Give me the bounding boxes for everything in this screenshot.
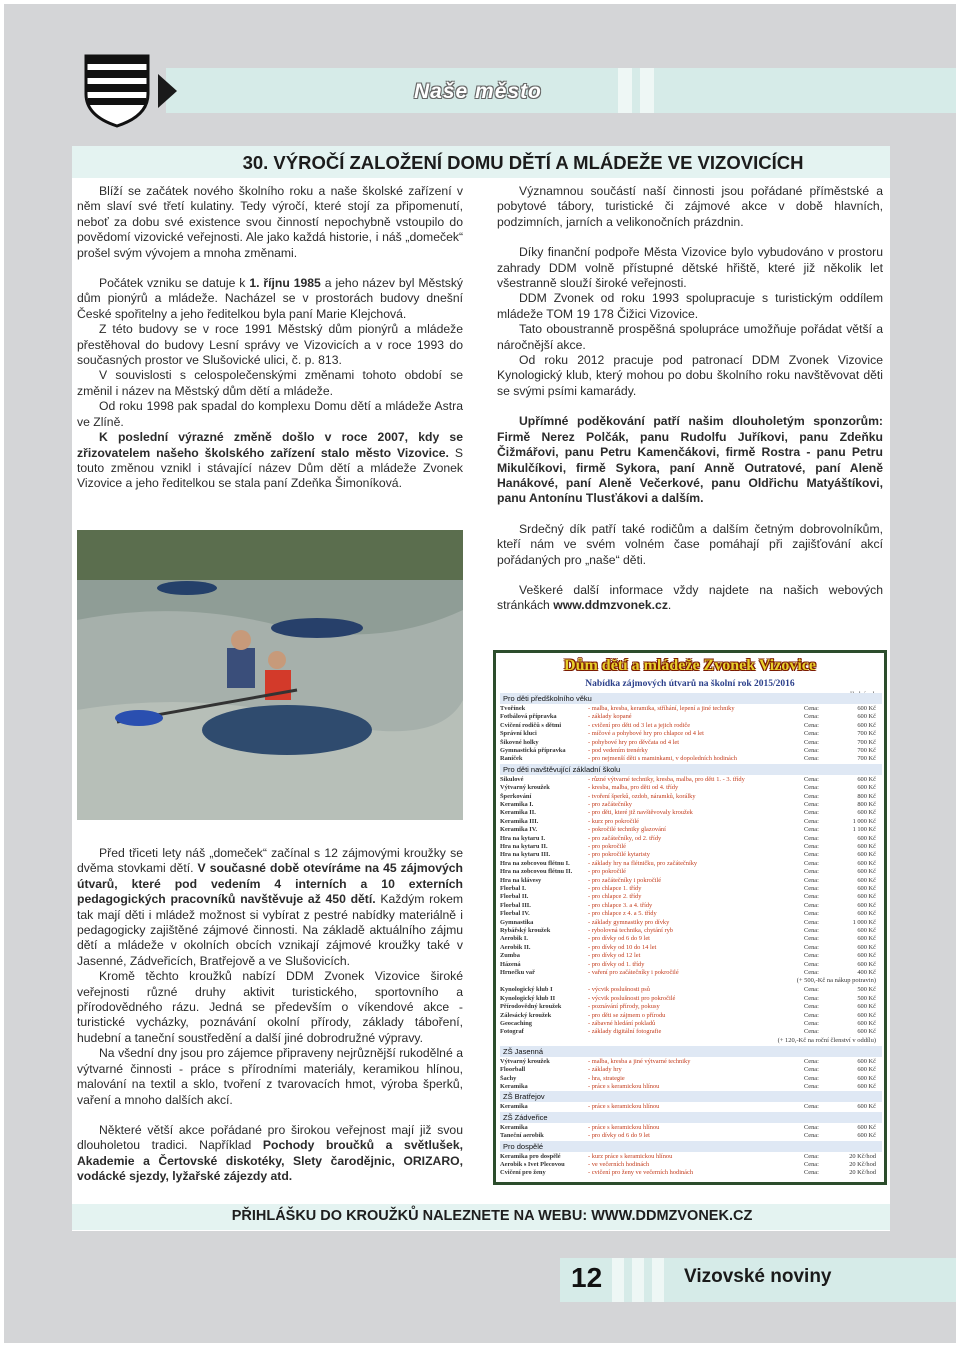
- flyer-cell: 1 100 Kč: [852, 826, 876, 834]
- flyer-cell: - pro chlapce 1. třídy: [588, 885, 642, 892]
- flyer-section-header: Pro dospělé: [500, 1141, 882, 1152]
- flyer-cell: - základy gymnastiky pro dívky: [588, 918, 670, 926]
- flyer-row: [500, 784, 882, 792]
- flyer-cell: - cvičení pro děti od 3 let a jejich rodiče: [588, 721, 691, 729]
- flyer-cell: Cena:: [804, 927, 819, 934]
- flyer-cell: Cena:: [804, 1152, 819, 1160]
- flyer-row: [500, 730, 882, 738]
- flyer-cell: Cena:: [804, 943, 819, 951]
- paragraph: Z této budovy se v roce 1991 Městský dům pionýrů a mládeže přestěhoval do budovy Lesní správy ve Vizovicích a v roce 1993 do současných prostor ve Slušovické ulici, č. p. 813.: [77, 322, 463, 368]
- flyer-note: (+ 120,-Kč na roční členství v oddílu): [777, 1036, 876, 1044]
- flyer-cell: Hra na klávesy: [500, 876, 542, 884]
- flyer-cell: 600 Kč: [857, 1011, 876, 1019]
- flyer-section-header: Pro děti předškolního věku: [500, 693, 882, 704]
- flyer-cell: 600 Kč: [857, 960, 876, 968]
- flyer-cell: 600 Kč: [857, 809, 876, 817]
- footer-banner: PŘIHLÁŠKU DO KROUŽKŮ NALEZNETE NA WEBU: WWW.DDMZVONEK.CZ: [231, 1208, 753, 1224]
- flyer-cell: Florbal III.: [500, 901, 531, 909]
- flyer-cell: Florbal IV.: [500, 910, 530, 918]
- flyer-cell: Gymnastika: [500, 918, 534, 926]
- flyer-cell: 600 Kč: [857, 721, 876, 729]
- flyer-row: [500, 935, 882, 943]
- flyer-row: [500, 851, 882, 859]
- flyer-cell: - hra, strategie: [588, 1074, 625, 1082]
- flyer-row: [500, 986, 882, 994]
- flyer-cell: Keramika IV.: [500, 826, 538, 834]
- flyer-cell: Cena:: [804, 1103, 819, 1111]
- flyer-cell: - pro začátečníky, od 2. třídy: [588, 834, 662, 842]
- flyer-cell: - malba, kresba, keramika, stříhání, lepení a jiné techniky: [588, 705, 735, 712]
- flyer-cell: 20 Kč/hod: [849, 1152, 876, 1160]
- flyer-row: [500, 1103, 882, 1111]
- flyer-cell: 600 Kč: [857, 952, 876, 960]
- flyer-cell: Cena:: [804, 775, 819, 783]
- flyer-cell: Hra na kytaru II.: [500, 843, 548, 850]
- flyer-cell: Aerobik s Ivet Plecovou: [500, 1161, 565, 1168]
- paragraph: Před třiceti lety náš „domeček“ začínal s 12 zájmovými kroužky se dvěma stovkami dětí. V současné době otevíráme na 45 zájmových útvarů, které pod vedením 4 interních a 10 externích pedagogických pracovníků navštěvuje až 450 dětí. Každým rokem tak mají děti i mládež možnost si vybírat z pestré nabídky materiálně i pedagogicky zajištěné zájmové činnosti. Na základě aktuálního zájmu dětí a mládeže v okolních obcích vznikají zájmové kroužky také v Jasenné, Zádveřicích, Bratřejově a ve Slušovicích.: [77, 846, 463, 968]
- flyer-cell: 600 Kč: [857, 713, 876, 721]
- flyer-cell: Cena:: [804, 1083, 819, 1090]
- flyer-row: [500, 1058, 882, 1066]
- flyer-cell: Cena:: [804, 901, 819, 909]
- flyer-cell: Cena:: [804, 952, 819, 960]
- header-band: [166, 68, 956, 113]
- flyer-row: [500, 1066, 882, 1074]
- flyer-cell: 600 Kč: [857, 1132, 876, 1140]
- flyer-cell: - základy hry: [588, 1066, 622, 1074]
- paragraph: Od roku 1998 pak spadal do komplexu Domu dětí a mládeže Astra ve Zlíně.: [77, 399, 463, 429]
- flyer-cell: Cena:: [804, 843, 819, 850]
- flyer-cell: Cena:: [804, 1057, 819, 1065]
- flyer-cell: Hra na zobcovou flétnu I.: [500, 859, 570, 867]
- flyer-cell: Cena:: [804, 1028, 819, 1036]
- flyer-cell: 600 Kč: [857, 910, 876, 918]
- flyer-cell: Cena:: [804, 747, 819, 754]
- flyer-cell: - pro dívky od 12 let: [588, 952, 641, 960]
- flyer-cell: 800 Kč: [857, 792, 876, 800]
- flyer-cell: Hra na zobcovou flétnu II.: [500, 868, 573, 876]
- flyer-cell: Florbal I.: [500, 885, 526, 892]
- flyer-note: (+ 500,-Kč na nákup potravin): [796, 977, 876, 985]
- flyer-cell: Přírodovědný kroužek: [500, 1003, 562, 1011]
- flyer-cell: Aerobik II.: [500, 943, 531, 951]
- paragraph: Díky finanční podpoře Města Vizovice bylo vybudováno v prostoru zahrady DDM volně přístupné dětské hřiště, které již několik let všestranně slouží široké veřejnosti.: [497, 245, 883, 291]
- flyer-cell: 600 Kč: [857, 1083, 876, 1090]
- right-column: [497, 184, 883, 614]
- flyer-cell: Cena:: [804, 876, 819, 884]
- flyer-cell: Cena:: [804, 969, 819, 976]
- flyer-cell: - pro pokročilé: [588, 868, 626, 876]
- paragraph: V souvislosti s celospolečenskými změnami tohoto období se změnil i název na Městský dům dětí a mládeže.: [77, 368, 463, 398]
- paragraph: Na všední dny jsou pro zájemce připraveny nejrůznější rukodělné a výtvarné činnosti - práce s přírodními materiály, keramikou hlínou, malování na textil a sklo, tvoření z tvarovacích hmot, výroba šperků, vaření a mnoho dalších akcí.: [77, 1046, 463, 1107]
- flyer-cell: - práce s keramickou hlínou: [588, 1083, 660, 1090]
- flyer-cell: Cena:: [804, 713, 819, 721]
- flyer-cell: - pro dívky od 1. třídy: [588, 960, 645, 968]
- flyer-cell: Cvičení pro ženy: [500, 1169, 546, 1177]
- flyer-cell: Cena:: [804, 994, 819, 1002]
- flyer-cell: 600 Kč: [857, 1066, 876, 1074]
- flyer-row: [500, 944, 882, 952]
- flyer-row: [500, 927, 882, 935]
- flyer-row: [500, 747, 882, 755]
- flyer-cell: Cena:: [804, 721, 819, 729]
- flyer-cell: - vaření pro začátečníky i pokročilé: [588, 969, 679, 976]
- flyer-cell: 600 Kč: [857, 876, 876, 884]
- flyer-title: Dům dětí a mládeže Zvonek Vizovice: [564, 657, 816, 674]
- flyer-cell: Cena:: [804, 885, 819, 892]
- flyer-row: [500, 1083, 882, 1091]
- flyer-cell: - pro začátečníky: [588, 801, 632, 808]
- flyer-cell: Cvičení rodičů s dětmi: [500, 721, 562, 729]
- flyer-cell: Šikovné holky: [500, 738, 539, 746]
- flyer-cell: 600 Kč: [857, 705, 876, 712]
- section-title: Naše město: [414, 80, 542, 103]
- flyer-row: [500, 1169, 882, 1177]
- paragraph: Tato oboustranně prospěšná spolupráce umožňuje pořádat větší a náročnější akce.: [497, 322, 883, 352]
- flyer-cell: 600 Kč: [857, 834, 876, 842]
- flyer-row: [500, 835, 882, 843]
- flyer-cell: Cena:: [804, 738, 819, 746]
- flyer-cell: - rybolovná technika, chytání ryb: [588, 927, 674, 934]
- flyer-cell: Hrnečku vař: [500, 969, 535, 976]
- flyer-cell: 600 Kč: [857, 851, 876, 859]
- flyer-row: [500, 801, 882, 809]
- paragraph: Počátek vzniku se datuje k 1. říjnu 1985 a jeho název byl Městský dům pionýrů a mládeže. Nacházel se v prostorách budovy dnešní České spořitelny a jeho ředitelkou byla paní Marie Klejchová.: [77, 276, 464, 321]
- town-crest-icon: [84, 54, 150, 128]
- flyer-cell: 20 Kč/hod: [849, 1169, 876, 1177]
- flyer-cell: 600 Kč: [857, 1074, 876, 1082]
- paragraph: Některé větší akce pořádané pro širokou veřejnost mají již svou dlouholetou tradici. Například Pochody broučků a světlušek, Akademie a Čertovské diskotéky, Slety čarodějnic, ORIZARO, vodácké sjezdy, lyžařské zájezdy atd.: [77, 1122, 463, 1184]
- flyer-cell: 600 Kč: [857, 784, 876, 792]
- flyer-cell: 600 Kč: [857, 943, 876, 951]
- flyer-row: [500, 961, 882, 969]
- flyer-cell: 600 Kč: [857, 1028, 876, 1036]
- flyer-row: [500, 722, 882, 730]
- flyer-cell: Cena:: [804, 868, 819, 876]
- flyer-cell: Cena:: [804, 1011, 819, 1019]
- flyer-cell: - tvoření šperků, ozdob, náramků, korálky: [588, 792, 696, 800]
- flyer-row: [500, 793, 882, 801]
- flyer-row: [500, 843, 882, 851]
- flyer-row: [500, 902, 882, 910]
- paragraph: Významnou součástí naší činnosti jsou pořádané příměstské a pobytové tábory, turistické či zájmové akce v době hlavních, podzimních, jarních a velikonočních prázdnin.: [497, 184, 883, 229]
- flyer-cell: Geocaching: [500, 1020, 532, 1027]
- flyer-cell: - pro nejmenší děti s maminkami, v dopoledních hodinách: [588, 755, 737, 763]
- flyer-cell: Kynologický klub I: [500, 986, 553, 994]
- flyer-cell: Cena:: [804, 826, 819, 834]
- flyer-cell: Raníček: [500, 755, 523, 763]
- flyer-cell: Cena:: [804, 1123, 819, 1131]
- flyer-cell: - kresba, malba, pro děti od 4. třídy: [588, 784, 679, 792]
- flyer-cell: Keramika pro dospělé: [500, 1152, 561, 1160]
- flyer-cell: - pro pokročilé kytaristy: [588, 851, 650, 859]
- stripe: [632, 1258, 644, 1302]
- flyer-cell: Cena:: [804, 986, 819, 994]
- article-title: 30. VÝROČÍ ZALOŽENÍ DOMU DĚTÍ A MLÁDEŽE VE VIZOVICÍCH: [242, 152, 804, 173]
- flyer-cell: Cena:: [804, 817, 819, 825]
- flyer-cell: 600 Kč: [857, 859, 876, 867]
- paragraph: Blíží se začátek nového školního roku a naše školské zařízení v něm slaví své třetí kulatiny. Tedy výročí, které stojí za připomenutí, neboť za dobu své existence svou činností nepochybně vstoupilo do povědomí vizovické veřejnosti. Ale jako každá historie, i náš „domeček“ prošel svým vývojem a mnoha změnami.: [77, 184, 463, 260]
- flyer-cell: - výcvik poslušnosti pro pokročilé: [588, 994, 676, 1002]
- flyer-row: [500, 919, 882, 927]
- flyer-row: [500, 860, 882, 868]
- stripe: [618, 68, 632, 113]
- flyer-row: [500, 1153, 882, 1161]
- flyer-cell: 800 Kč: [857, 801, 876, 808]
- flyer-cell: 600 Kč: [857, 1003, 876, 1011]
- flyer-cell: Cena:: [804, 1066, 819, 1074]
- flyer-cell: 600 Kč: [857, 885, 876, 892]
- photo-image: [77, 530, 463, 820]
- flyer-cell: Gymnastická přípravka: [500, 747, 566, 754]
- flyer-cell: Cena:: [804, 834, 819, 842]
- flyer-cell: - pokročilé techniky glazování: [588, 826, 666, 834]
- flyer-row: [500, 705, 882, 713]
- flyer-cell: Cena:: [804, 918, 819, 926]
- flyer-cell: Výtvarný kroužek: [500, 784, 550, 792]
- flyer-row: [500, 755, 882, 763]
- flyer-row: [500, 885, 882, 893]
- flyer-cell: Keramika II.: [500, 809, 536, 817]
- flyer-row: [500, 809, 882, 817]
- flyer-cell: - různé výtvarné techniky, kresba, malba, pro děti 1. - 3. třídy: [588, 775, 745, 783]
- flyer-cell: Cena:: [804, 1020, 819, 1027]
- flyer-cell: Cena:: [804, 784, 819, 792]
- paragraph: Srdečný dík patří také rodičům a dalším četným dobrovolníkům, kteří nám ve svém volném čase pomáhají při zajišťování akcí pořádaných pro „naše“ děti.: [497, 521, 883, 567]
- flyer-row: [500, 969, 882, 977]
- flyer-row: [500, 952, 882, 960]
- flyer-cell: Šperkování: [500, 792, 532, 800]
- flyer-cell: Keramika: [500, 1123, 528, 1131]
- flyer-cell: Cena:: [804, 801, 819, 808]
- flyer-cell: 600 Kč: [857, 935, 876, 943]
- paragraph: K poslední výrazné změně došlo v roce 2007, kdy se zřizovatelem našeho školského zařízení stalo město Vizovice. S touto změnou vznikl i stávající název Dům dětí a mládeže Zvonek Vizovice a jeho ředitelkou se stala paní Zdeňka Šimoníková.: [77, 430, 464, 491]
- flyer-cell: 600 Kč: [857, 1103, 876, 1111]
- flyer-row: [500, 877, 882, 885]
- flyer-cell: Rybářský kroužek: [500, 927, 551, 934]
- flyer-row: [500, 1003, 882, 1011]
- flyer-cell: Cena:: [804, 893, 819, 901]
- sponsors-paragraph: Upřímné poděkování patří našim dlouholetým sponzorům: Firmě Nerez Polčák, panu Rudolfu Juříkovi, panu Zdeňku Čižmářovi, panu Petru Kamenčákovi, firmě Rostra - panu Petru Mikulčíkovi, firmě Sykora, paní Anně Outratové, paní Aleně Hanákové, paní Aleně Večerkové, panu Oldřichu Matyáštíkovi, panu Antonínu Tlusťákovi a dalším.: [497, 414, 883, 506]
- flyer-section-header: ZŠ Bratřejov: [500, 1091, 882, 1102]
- flyer-row: [500, 1161, 882, 1169]
- flyer-cell: - pro děti, které již navštěvovaly kroužek: [588, 809, 693, 817]
- flyer-cell: Cena:: [804, 1132, 819, 1140]
- flyer-cell: Cena:: [804, 935, 819, 943]
- paragraph: Od roku 2012 pracuje pod patronací DDM Zvonek Vizovice Kynologický klub, který mohou po dobu školního roku navštěvovat děti se svými psími kamarády.: [497, 353, 883, 398]
- flyer-cell: Hra na kytaru III.: [500, 851, 551, 859]
- flyer-cell: - cvičení pro ženy ve večerních hodinách: [588, 1169, 694, 1177]
- flyer-cell: 700 Kč: [857, 730, 876, 738]
- flyer-section-header: Pro děti navštěvující základní školu: [500, 764, 882, 775]
- flyer-row: [500, 713, 882, 721]
- stripe: [640, 68, 654, 113]
- flyer-cell: - pro dívky od 6 do 9 let: [588, 1132, 650, 1140]
- flyer-cell: Cena:: [804, 1161, 819, 1168]
- page-number: 12: [571, 1262, 603, 1293]
- flyer-row: [500, 893, 882, 901]
- flyer-section-header: ZŠ Zádveřice: [500, 1112, 882, 1123]
- flyer-row: [500, 1028, 882, 1036]
- flyer-row: [500, 776, 882, 784]
- stripe: [652, 1258, 664, 1302]
- flyer-cell: 700 Kč: [857, 755, 876, 763]
- flyer-cell: Sikulové: [500, 775, 524, 783]
- flyer-cell: Tvořínek: [500, 705, 526, 712]
- flyer-cell: 700 Kč: [857, 747, 876, 754]
- flyer-cell: Cena:: [804, 730, 819, 738]
- flyer-cell: 600 Kč: [857, 1057, 876, 1065]
- flyer-cell: 600 Kč: [857, 893, 876, 901]
- flyer-cell: - pro chlapce z 4. a 5. třídy: [588, 910, 657, 918]
- flyer-row: [500, 868, 882, 876]
- flyer-cell: 600 Kč: [857, 1020, 876, 1027]
- flyer-cell: - míčové a pohybové hry pro chlapce od 4 let: [588, 730, 704, 738]
- flyer-cell: - základy digitální fotografie: [588, 1028, 662, 1036]
- flyer-cell: - pro dívky od 10 do 14 let: [588, 943, 657, 951]
- flyer-cell: - práce s keramickou hlínou: [588, 1123, 660, 1131]
- flyer-cell: Cena:: [804, 792, 819, 800]
- flyer-cell: Házená: [500, 960, 521, 968]
- flyer-row: [500, 739, 882, 747]
- flyer-cell: 400 Kč: [857, 969, 876, 976]
- left-column-lower: [77, 846, 463, 1185]
- flyer-cell: Zálesácký kroužek: [500, 1011, 552, 1019]
- flyer-cell: Aerobik I.: [500, 935, 528, 943]
- flyer-cell: Floorball: [500, 1066, 526, 1074]
- flyer-cell: Keramika I.: [500, 801, 534, 808]
- paragraph: DDM Zvonek od roku 1993 spolupracuje s turistickým oddílem mládeže TOM 19 178 Čižici Vizovice.: [497, 291, 883, 321]
- flyer-cell: Fotograf: [500, 1028, 524, 1036]
- flyer-cell: Keramika III.: [500, 817, 539, 825]
- flyer-cell: 600 Kč: [857, 927, 876, 934]
- flyer-cell: - výcvik poslušnosti psů: [588, 986, 650, 994]
- flyer-cell: 600 Kč: [857, 843, 876, 850]
- flyer-cell: 700 Kč: [857, 738, 876, 746]
- flyer-cell: Hra na kytaru I.: [500, 834, 546, 842]
- flyer-row: [500, 1020, 882, 1028]
- flyer-row: [500, 910, 882, 918]
- left-column: [77, 184, 463, 492]
- flyer-cell: Cena:: [804, 859, 819, 867]
- flyer-cell: Šachy: [500, 1074, 517, 1082]
- flyer-row: [500, 1012, 882, 1020]
- flyer-row: [500, 1075, 882, 1083]
- flyer-cell: Florbal II.: [500, 893, 529, 901]
- flyer-cell: Fotbálová přípravka: [500, 713, 557, 721]
- flyer-cell: - kurz pro pokročilé: [588, 817, 639, 825]
- flyer-cell: 500 Kč: [857, 994, 876, 1002]
- flyer-cell: - pro chlapce 2. třídy: [588, 893, 642, 901]
- flyer-cell: - malba, kresba a jiné výtvarné techniky: [588, 1057, 691, 1065]
- flyer-cell: 600 Kč: [857, 868, 876, 876]
- flyer-cell: Cena:: [804, 960, 819, 968]
- flyer-cell: 1 000 Kč: [852, 817, 876, 825]
- flyer-subtitle: Nabídka zájmových útvarů na školní rok 2015/2016: [585, 679, 795, 689]
- flyer-cell: Cena:: [804, 705, 819, 712]
- stripe: [612, 1258, 624, 1302]
- flyer-cell: Cena:: [804, 1003, 819, 1011]
- flyer-cell: 1 000 Kč: [852, 918, 876, 926]
- flyer-cell: - ve večerních hodinách: [588, 1161, 650, 1168]
- flyer-cell: Keramika: [500, 1103, 528, 1111]
- flyer-row: [500, 826, 882, 834]
- flyer-cell: - základy hry na flétničku, pro začátečníky: [588, 859, 698, 867]
- flyer-cell: - pro chlapce 3. a 4. třídy: [588, 901, 653, 909]
- play-arrow-icon: [158, 74, 177, 108]
- flyer-section-header: ZŠ Jasenná: [500, 1046, 882, 1057]
- flyer-cell: - kurz práce s keramickou hlínou: [588, 1152, 673, 1160]
- flyer-cell: - základy kopané: [588, 713, 632, 721]
- rafting-photo: [77, 530, 463, 820]
- flyer-cell: 600 Kč: [857, 775, 876, 783]
- flyer-cell: Správní kluci: [500, 730, 537, 738]
- flyer-cell: Taneční aerobik: [500, 1132, 544, 1140]
- flyer-cell: Zumba: [500, 952, 520, 960]
- paragraph: Veškeré další informace vždy najdete na našich webových stránkách www.ddmzvonek.cz.: [497, 582, 883, 613]
- flyer-row: [500, 1132, 882, 1140]
- newspaper-name: Vizovské noviny: [684, 1266, 832, 1287]
- activities-flyer: [493, 650, 887, 1185]
- flyer-cell: - pro dívky od 6 do 9 let: [588, 935, 650, 943]
- flyer-cell: Cena:: [804, 755, 819, 763]
- flyer-row: [500, 995, 882, 1003]
- flyer-cell: Cena:: [804, 910, 819, 918]
- flyer-cell: 600 Kč: [857, 901, 876, 909]
- flyer-cell: Cena:: [804, 809, 819, 817]
- flyer-cell: - práce s keramickou hlínou: [588, 1103, 660, 1111]
- paragraph: Kromě těchto kroužků nabízí DDM Zvonek Vizovice široké veřejnosti různé druhy aktivit turistického, sportovního a přírodovědného rázu. Jedná se především o víkendové akce - turistické vycházky, poznávání okolní přírody, základy táboření, hudební a taneční soustředění a další jiné dobrodružné výpravy.: [77, 969, 463, 1045]
- flyer-cell: Keramika: [500, 1083, 528, 1090]
- flyer-cell: - zábavné hledání pokladů: [588, 1020, 656, 1027]
- flyer-row: [500, 818, 882, 826]
- flyer-cell: 600 Kč: [857, 1123, 876, 1131]
- flyer-cell: Cena:: [804, 851, 819, 859]
- flyer-cell: - pod vedením trenérky: [588, 747, 648, 754]
- flyer-cell: - pohybové hry pro děvčata od 4 let: [588, 738, 680, 746]
- flyer-cell: Cena:: [804, 1074, 819, 1082]
- flyer-cell: - pro začátečníky i pokročilé: [588, 876, 662, 884]
- flyer-cell: - poznávání přírody, pokusy: [588, 1003, 660, 1011]
- flyer-cell: Kynologický klub II: [500, 994, 556, 1002]
- flyer-cell: 20 Kč/hod: [849, 1161, 876, 1168]
- flyer-cell: Cena:: [804, 1169, 819, 1177]
- flyer-cell: - pro pokročilé: [588, 843, 626, 850]
- flyer-row: [500, 1124, 882, 1132]
- flyer-cell: Výtvarný kroužek: [500, 1057, 550, 1065]
- flyer-cell: 500 Kč: [857, 986, 876, 994]
- flyer-cell: - pro děti se zájmem o přírodu: [588, 1011, 666, 1019]
